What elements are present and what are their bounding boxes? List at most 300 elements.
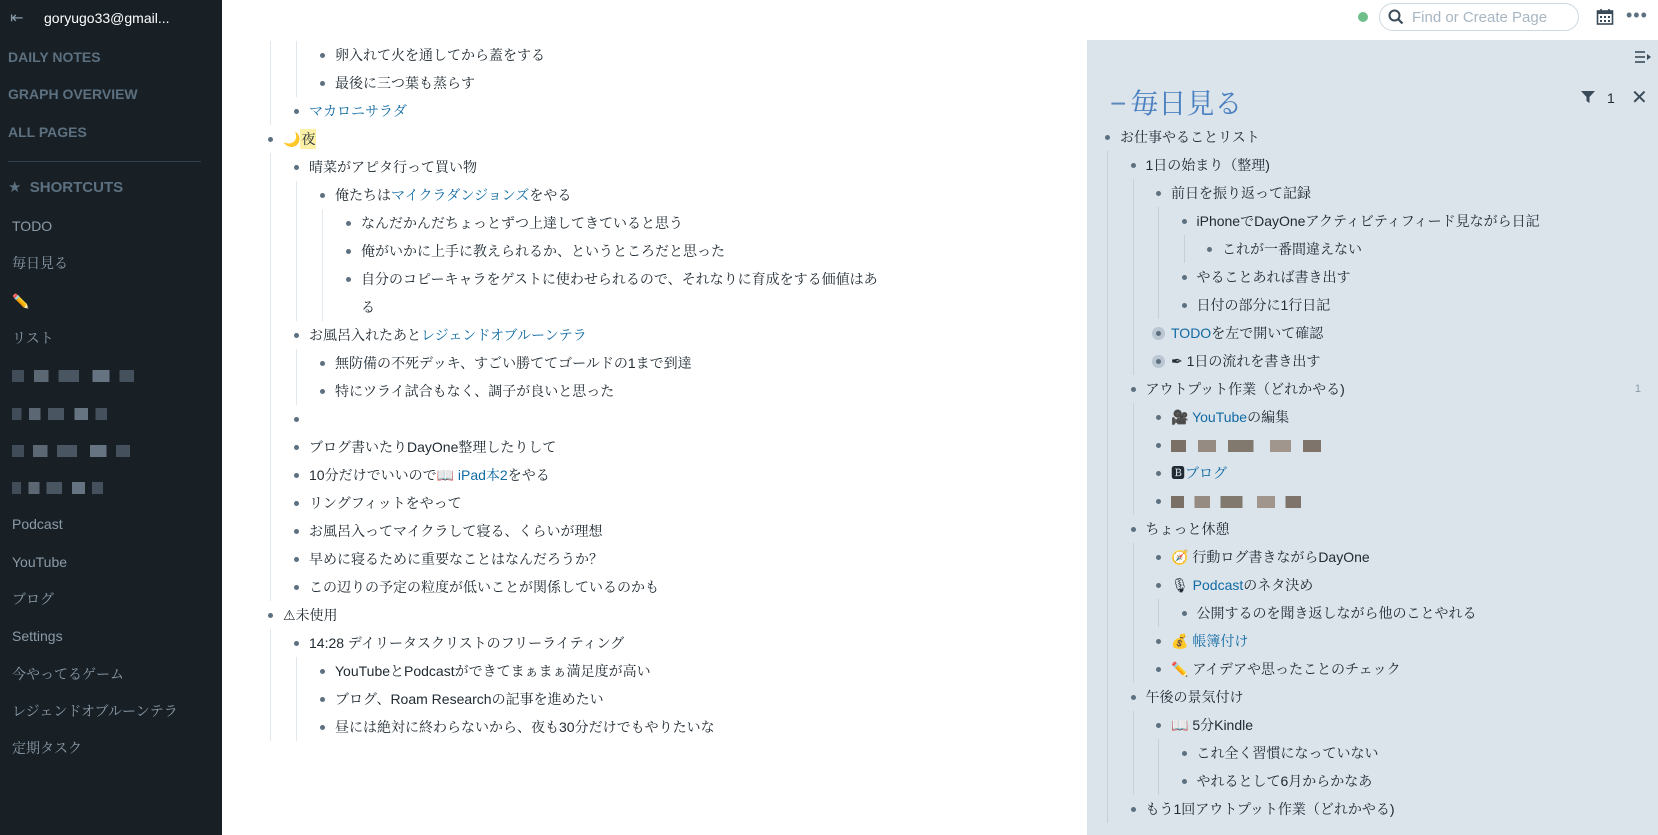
bullet-icon[interactable] [346,277,351,282]
bullet-icon[interactable] [1131,387,1136,392]
shortcut-item[interactable]: Settings [12,628,63,645]
bullet-icon[interactable] [1182,611,1187,616]
block-content[interactable] [1197,263,1646,291]
thread-guide-line [270,321,271,349]
block[interactable] [294,461,883,489]
block[interactable] [346,209,883,237]
thread-guide-line [270,209,271,237]
bullet-icon[interactable] [1131,163,1136,168]
thread-guide-line [1133,235,1134,263]
sidebar-divider [8,161,201,162]
page-link[interactable]: Podcast [1192,577,1244,593]
bullet-icon[interactable] [294,529,299,534]
block-text: ブログ書いたりDayOne整理したりして [309,439,557,455]
block-content[interactable] [309,545,883,573]
thread-guide-line [1107,347,1108,375]
block[interactable] [1131,151,1646,179]
thread-guide-line [296,181,297,209]
block-text: 10分だけでいいので📖 [309,467,458,483]
block-text: 公開するのを聞き返しながら他のことやれる [1196,605,1477,621]
bullet-icon[interactable] [320,81,325,86]
thread-guide-line [296,349,297,377]
bullet-icon[interactable] [1156,499,1161,504]
thread-guide-line [1107,319,1108,347]
block-text: お仕事やることリスト [1120,129,1260,145]
bullet-icon[interactable] [1156,471,1161,476]
block-content[interactable] [283,601,883,629]
thread-guide-line [1107,263,1108,291]
calendar-icon[interactable] [1596,8,1614,26]
block-text: もう1回アウトプット作業（どれかやる) [1145,801,1395,817]
redacted-label [12,445,130,457]
account-header[interactable] [10,6,170,30]
search-box[interactable] [1379,3,1579,31]
shortcut-item[interactable]: レジェンドオブルーンテラ [12,702,178,719]
thread-guide-line [1133,347,1134,375]
thread-guide-line [1107,291,1108,319]
block[interactable] [1156,459,1645,487]
page-link[interactable]: マイクラダンジョンズ [391,187,530,203]
block-text: 午後の景気付け [1145,689,1244,705]
block-content[interactable] [361,237,883,265]
block[interactable] [1156,655,1645,683]
block[interactable] [1182,263,1646,291]
thread-guide-line [270,433,271,461]
bullet-icon[interactable] [346,249,351,254]
block-text: アウトプット作業（どれかやる) [1145,381,1345,397]
block-text: これが一番間違えない [1222,241,1362,257]
shortcut-item[interactable]: ブログ [12,591,54,607]
block-text: を左で開いて確認 [1211,325,1324,341]
shortcut-item[interactable]: ✏️ [12,292,30,309]
thread-guide-line [1158,263,1159,291]
redacted-label [12,408,107,420]
block-content[interactable] [1171,403,1645,431]
thread-guide-line [270,685,271,713]
bullet-icon[interactable] [320,697,325,702]
thread-guide-line [1107,459,1108,487]
shortcut-item-redacted[interactable] [12,365,134,385]
thread-guide-line [270,349,271,377]
block[interactable] [346,265,883,321]
block[interactable] [294,517,883,545]
page-title[interactable]: 毎日見る [1130,88,1243,119]
block[interactable] [320,349,883,377]
block-content[interactable] [1171,347,1645,375]
page-link[interactable]: レジェンドオブルーンテラ [421,327,587,343]
thread-guide-line [1133,543,1134,571]
thread-guide-line [296,265,297,321]
thread-guide-line [322,237,323,265]
block-content[interactable] [309,629,883,657]
thread-guide-line [1158,739,1159,767]
block[interactable] [1207,235,1645,263]
bullet-icon[interactable] [1131,695,1136,700]
bullet-icon[interactable] [1156,415,1161,420]
thread-guide-line [1133,291,1134,319]
block[interactable] [1156,347,1645,375]
block-text: やれるとして6月からかなあ [1196,773,1373,789]
thread-guide-line [1133,459,1134,487]
bullet-icon[interactable] [320,389,325,394]
block-text: iPhoneでDayOneアクティビティフィード見ながら日記 [1196,213,1540,229]
block-content[interactable] [309,517,883,545]
bullet-icon[interactable] [1156,583,1161,588]
thread-guide-line [1107,431,1108,459]
bullet-icon[interactable] [1131,807,1136,812]
block-text: この辺りの予定の粒度が低いことが関係しているのかも [309,579,659,595]
bullet-icon[interactable] [1105,135,1110,140]
block[interactable] [1156,179,1645,207]
redacted-text [1171,496,1301,508]
thread-guide-line [270,181,271,209]
thread-guide-line [1107,655,1108,683]
block[interactable] [294,433,883,461]
collapse-page-icon[interactable]: − [1110,88,1127,119]
block-content[interactable] [361,265,883,321]
block-text: 💰 [1171,633,1193,649]
block-content[interactable] [335,41,883,69]
thread-guide-line [296,209,297,237]
thread-guide-line [1133,711,1134,739]
thread-guide-line [1158,599,1159,627]
thread-guide-line [1133,767,1134,795]
shortcut-item[interactable]: リスト [12,329,54,346]
block[interactable] [1182,207,1646,235]
block-text: 日付の部分に1行日記 [1196,297,1331,313]
nav-daily-notes[interactable]: DAILY NOTES [8,49,101,65]
block[interactable] [294,405,883,433]
block-text: 俺たちは [335,187,391,203]
nav-graph-overview[interactable]: GRAPH OVERVIEW [8,86,138,102]
block-text: をやる [507,467,550,483]
block-content[interactable] [1197,767,1646,795]
filter-icon[interactable] [1581,90,1595,104]
left-sidebar [0,0,222,835]
block-content[interactable] [335,377,883,405]
bullet-icon[interactable] [1156,639,1161,644]
close-sidebar-icon[interactable] [1635,50,1651,64]
block[interactable] [1131,515,1646,543]
thread-guide-line [1158,207,1159,235]
collapsed-bullet-icon[interactable] [1156,359,1161,364]
bullet-icon[interactable] [294,445,299,450]
bullet-icon[interactable] [294,501,299,506]
block-content[interactable] [1171,627,1645,655]
bullet-icon[interactable] [320,53,325,58]
block-content[interactable] [283,125,883,153]
block[interactable] [1182,291,1646,319]
shortcut-item-redacted[interactable] [12,477,103,497]
block-content[interactable] [309,573,883,601]
thread-guide-line [1107,235,1108,263]
block-text: をやる [529,187,572,203]
page-link[interactable]: YouTube [1192,409,1248,425]
block-content[interactable] [1197,207,1646,235]
shortcut-item[interactable]: 今やってるゲーム [12,665,124,682]
bullet-icon[interactable] [294,165,299,170]
thread-guide-line [270,713,271,741]
block-content[interactable] [1197,291,1646,319]
block-text: YouTubeとPodcastができてまぁまぁ満足度が高い [335,663,651,679]
block-content[interactable] [1146,375,1646,403]
block[interactable] [1105,123,1645,151]
shortcut-item[interactable]: YouTube [12,553,68,570]
block[interactable] [294,629,883,657]
block[interactable] [294,573,883,601]
bullet-icon[interactable] [1156,667,1161,672]
block[interactable] [294,489,883,517]
block[interactable] [294,321,883,349]
panel-page-title[interactable] [1110,82,1242,122]
redacted-label [12,482,103,494]
thread-guide-line [296,41,297,69]
block[interactable] [1156,627,1645,655]
thread-guide-line [296,657,297,685]
block[interactable] [294,153,883,181]
block[interactable] [346,237,883,265]
block-content[interactable] [1171,711,1645,739]
bullet-icon[interactable] [294,333,299,338]
thread-guide-line [1107,627,1108,655]
bullet-icon[interactable] [294,417,299,422]
thread-guide-line [1133,599,1134,627]
shortcuts-label: SHORTCUTS [29,179,124,196]
bullet-icon[interactable] [1207,247,1212,252]
bullet-icon[interactable] [1182,219,1187,224]
block-text: お風呂入れたあと [309,327,421,343]
bullet-icon[interactable] [320,193,325,198]
block[interactable] [294,97,883,125]
block-content[interactable] [309,153,883,181]
filter-count: 1 [1607,90,1615,106]
thread-guide-line [270,489,271,517]
more-options-icon[interactable]: ••• [1626,5,1648,25]
thread-guide-line [1133,263,1134,291]
block-text: 📖 5分Kindle [1171,717,1254,733]
block[interactable] [1156,403,1645,431]
bullet-icon[interactable] [294,557,299,562]
thread-guide-line [1133,627,1134,655]
block-content[interactable] [1171,319,1645,347]
thread-guide-line [1158,291,1159,319]
nav-all-pages[interactable]: ALL PAGES [8,124,87,140]
block-text: 俺がいかに上手に教えられるか、というところだと思った [361,243,725,259]
thread-guide-line [322,209,323,237]
block-content[interactable] [1171,487,1645,515]
block-content[interactable] [335,349,883,377]
shortcut-item[interactable]: 毎日見る [12,255,68,272]
bullet-icon[interactable] [320,361,325,366]
block-text: 最後に三つ葉も蒸らす [335,75,475,91]
thread-guide-line [1133,739,1134,767]
shortcut-item-redacted[interactable] [12,403,107,423]
block-content[interactable] [1171,571,1645,599]
block[interactable] [268,125,883,153]
bullet-icon[interactable] [1182,303,1187,308]
thread-guide-line [270,153,271,181]
block-text: 14:28 デイリータスクリストのフリーライティング [309,635,625,651]
block[interactable] [320,657,883,685]
block-text: 🧭 行動ログ書きながらDayOne [1171,549,1370,565]
block-content[interactable] [1197,599,1646,627]
thread-guide-line [1107,515,1108,543]
bullet-icon[interactable] [320,725,325,730]
block[interactable] [1182,739,1646,767]
bullet-icon[interactable] [1156,555,1161,560]
bullet-icon[interactable] [268,137,273,142]
thread-guide-line [1107,571,1108,599]
thread-guide-line [1107,543,1108,571]
block-content[interactable] [1222,235,1645,263]
block-content[interactable] [1197,739,1646,767]
block[interactable] [320,41,883,69]
block[interactable] [1182,599,1646,627]
block-content[interactable] [1171,431,1645,459]
block[interactable] [320,377,883,405]
block-text: 🌙 [283,131,301,147]
star-icon: ★ [8,179,30,196]
thread-guide-line [1184,235,1185,263]
thread-guide-line [270,97,271,125]
block-text: の編集 [1247,409,1290,425]
block-content[interactable] [1171,655,1645,683]
bullet-icon[interactable] [294,109,299,114]
block[interactable] [1156,571,1645,599]
block[interactable] [1156,319,1645,347]
redacted-label [12,370,134,382]
thread-guide-line [270,265,271,321]
page-link[interactable]: iPad本2 [457,467,508,483]
bullet-icon[interactable] [1131,527,1136,532]
page-link[interactable]: TODO [1171,325,1212,341]
bullet-icon[interactable] [1182,751,1187,756]
shortcut-item[interactable]: TODO [12,218,53,234]
account-name: goryugo33@gmail... [44,10,170,26]
collapsed-bullet-icon[interactable] [1156,331,1161,336]
thread-guide-line [270,405,271,433]
block-content[interactable] [335,713,883,741]
thread-guide-line [270,69,271,97]
page-link[interactable]: 帳簿付け [1192,633,1249,649]
block-text: 前日を振り返って記録 [1171,185,1311,201]
bullet-icon[interactable] [294,473,299,478]
block-content[interactable] [309,433,883,461]
block-content[interactable] [361,209,883,237]
block-text: 🅱 [1171,465,1185,481]
block-content[interactable] [1171,543,1645,571]
reference-count[interactable]: 1 [1634,383,1641,395]
bullet-icon[interactable] [294,585,299,590]
thread-guide-line [270,517,271,545]
block-content[interactable] [1146,683,1646,711]
block[interactable] [1156,487,1645,515]
thread-guide-line [270,573,271,601]
block-text: ⚠未使用 [283,607,338,623]
block-content[interactable] [309,461,883,489]
thread-guide-line [1158,235,1159,263]
block[interactable] [1131,683,1646,711]
thread-guide-line [270,41,271,69]
bullet-icon[interactable] [268,613,273,618]
collapse-sidebar-icon[interactable]: ⇤ [10,10,24,27]
bullet-icon[interactable] [1182,275,1187,280]
bullet-icon[interactable] [320,669,325,674]
thread-guide-line [270,377,271,405]
block-content[interactable] [335,181,883,209]
block-text: 早めに寝るために重要なことはなんだろうか？ [309,551,603,567]
block-content[interactable] [1146,151,1646,179]
block[interactable] [320,713,883,741]
block-text: 特にツライ試合もなく、調子が良いと思った [335,383,615,399]
block[interactable] [1182,767,1646,795]
block[interactable] [320,685,883,713]
bullet-icon[interactable] [1182,779,1187,784]
block-content[interactable] [1120,123,1645,151]
thread-guide-line [296,713,297,741]
block-text: 卵入れて火を通してから蓋をする [335,47,545,63]
thread-guide-line [270,629,271,657]
block[interactable] [1131,375,1646,403]
bullet-icon[interactable] [346,221,351,226]
block-content[interactable] [335,69,883,97]
block-content[interactable] [1171,459,1645,487]
block-content[interactable] [335,657,883,685]
page-link[interactable]: マカロニサラダ [309,103,407,119]
bullet-icon[interactable] [1156,723,1161,728]
daily-note-content [268,41,883,741]
block-text: お風呂入ってマイクラして寝る、くらいが理想 [309,523,603,539]
block-content[interactable] [335,685,883,713]
search-icon [1388,9,1404,25]
bullet-icon[interactable] [1156,443,1161,448]
block-content[interactable] [1146,515,1646,543]
block[interactable] [294,545,883,573]
bullet-icon[interactable] [1156,191,1161,196]
thread-guide-line [1158,767,1159,795]
thread-guide-line [270,237,271,265]
block-text: ✏️ アイデアや思ったことのチェック [1171,661,1401,677]
block-text: 自分のコピーキャラをゲストに使わせられるので、それなりに育成をする価値はある [361,271,878,315]
block[interactable] [320,69,883,97]
page-link[interactable]: ブログ [1185,465,1227,481]
block-content[interactable] [1146,795,1646,823]
block[interactable] [1156,431,1645,459]
thread-guide-line [296,377,297,405]
bullet-icon[interactable] [294,641,299,646]
thread-guide-line [270,657,271,685]
block[interactable] [1131,795,1646,823]
thread-guide-line [322,265,323,321]
search-input[interactable] [1410,8,1574,27]
block-content[interactable] [309,321,883,349]
close-icon[interactable]: ✕ [1631,87,1648,109]
shortcut-item[interactable]: Podcast [12,516,63,533]
thread-guide-line [1133,179,1134,207]
block-content[interactable] [1171,179,1645,207]
block[interactable] [320,181,883,209]
shortcut-item[interactable]: 定期タスク [12,740,82,757]
block-text: なんだかんだちょっとずつ上達してきていると思う [361,215,683,231]
block-text: 昼には絶対に終わらないから、夜も30分だけでもやりたいな [335,719,715,735]
block-content[interactable] [309,97,883,125]
block[interactable] [268,601,883,629]
block-content[interactable] [309,489,883,517]
block[interactable] [1156,711,1645,739]
thread-guide-line [1107,487,1108,515]
block[interactable] [1156,543,1645,571]
shortcut-item-redacted[interactable] [12,440,130,460]
